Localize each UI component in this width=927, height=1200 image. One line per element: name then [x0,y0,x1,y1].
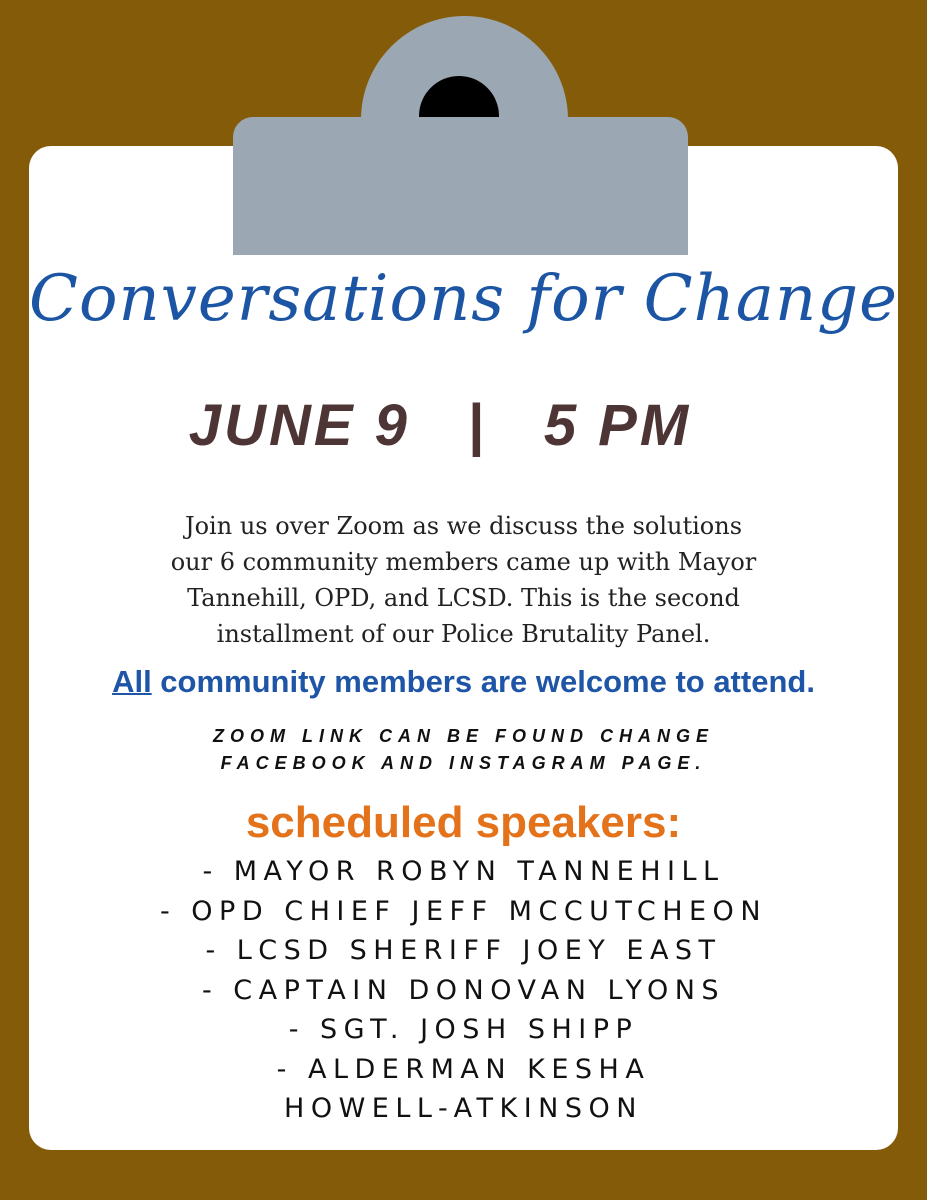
description-line: Tannehill, OPD, and LCSD. This is the second [187,584,740,612]
speaker-item: - OPD CHIEF JEFF MCCUTCHEON [159,895,768,927]
speaker-item: - MAYOR ROBYN TANNEHILL [202,856,725,887]
event-title: Conversations for Change [28,262,899,336]
description-line: installment of our Police Brutality Panel. [216,620,711,648]
event-description [60,508,867,652]
event-time: 5 PM [543,393,692,458]
datetime-separator: | [467,393,487,458]
description-line: our 6 community members came up with Mayor [170,548,757,576]
speaker-item: - ALDERMAN KESHA [276,1053,651,1085]
speaker-item: HOWELL-ATKINSON [284,1093,643,1124]
description-line: Join us over Zoom as we discuss the solutions [184,512,743,540]
welcome-rest: community members are welcome to attend. [151,664,815,699]
event-date: JUNE 9 [188,393,410,458]
speaker-item: - LCSD SHERIFF JOEY EAST [205,935,722,966]
welcome-emphasis: All [112,664,152,699]
clip-bar [233,117,688,255]
welcome-note [0,664,927,700]
event-datetime [0,392,880,459]
zoom-note-line: ZOOM LINK CAN BE FOUND CHANGE [213,726,714,746]
speaker-item: - CAPTAIN DONOVAN LYONS [201,974,726,1006]
zoom-note [0,723,927,777]
speakers-heading: scheduled speakers: [245,798,682,847]
speaker-item: - SGT. JOSH SHIPP [288,1014,639,1045]
zoom-note-line: FACEBOOK AND INSTAGRAM PAGE. [220,753,707,773]
speakers-list [0,852,927,1129]
